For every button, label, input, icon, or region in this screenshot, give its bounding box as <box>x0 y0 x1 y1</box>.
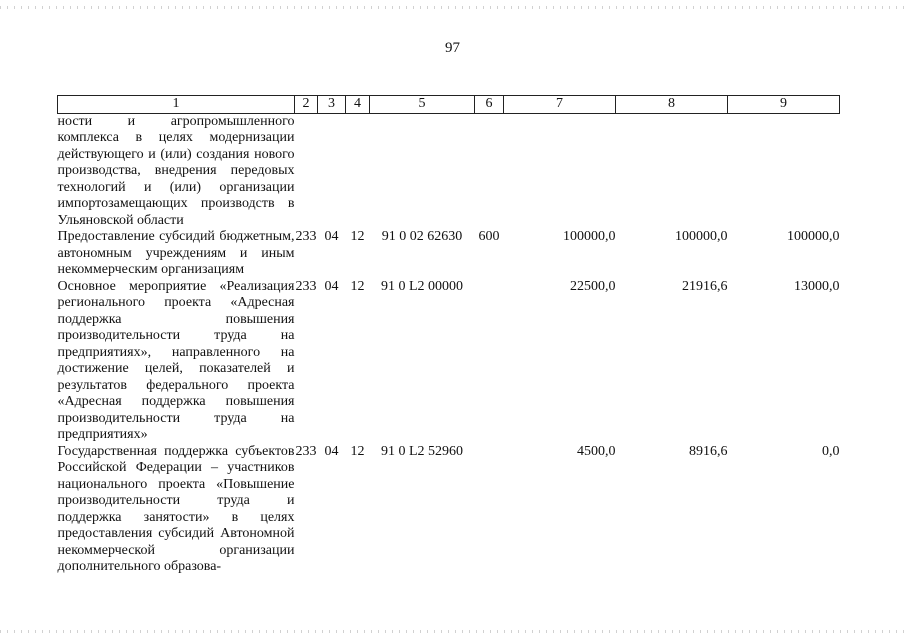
column-header: 2 <box>295 96 318 114</box>
row-name: Основное мероприятие «Реализация регионального проекта «Адресная поддержка повышения производительности труда на предприятиях», направленного на достижение целей, показателей и результатов федерального проекта «Адресная поддержка повышения производительности труда на предприятиях» <box>57 278 295 442</box>
cell-subsection: 12 <box>350 229 365 244</box>
cell-target-code: 91 0 L2 52960 <box>380 443 464 459</box>
cell-amount-3 <box>728 113 840 229</box>
column-header: 1 <box>58 96 295 114</box>
cell-ministry: 233 <box>295 443 317 459</box>
row-name: Предоставление субсидий бюджетным, автономным учреждениям и иным некоммерческим организациям <box>57 229 295 277</box>
row-name: ности и агропромышленного комплекса в целях модернизации действующего и (или) создания нового производства, внедрения передовых технологий и (или) организации импортозамещающих производств в Ульяновской области <box>57 113 295 228</box>
cell-ministry <box>295 113 318 229</box>
cell-section <box>318 113 346 229</box>
scan-noise-top <box>0 6 905 9</box>
cell-subsection: 12 <box>350 443 365 459</box>
table-row <box>58 279 840 444</box>
cell-amount-3: 0,0 <box>822 443 840 459</box>
cell-expense-type <box>475 279 504 444</box>
cell-amount-2: 21916,6 <box>682 278 728 294</box>
cell-amount-1: 100000,0 <box>563 229 616 244</box>
cell-target-code <box>370 113 475 229</box>
column-header: 5 <box>370 96 475 114</box>
cell-amount-3: 13000,0 <box>794 278 840 294</box>
column-header: 9 <box>728 96 840 114</box>
cell-amount-1 <box>504 113 616 229</box>
cell-amount-2: 8916,6 <box>689 443 728 459</box>
table-row <box>58 444 840 576</box>
table-row <box>58 113 840 229</box>
cell-ministry: 233 <box>295 278 317 294</box>
cell-subsection: 12 <box>350 278 365 294</box>
row-name: Государственная поддержка субъектов Российской Федерации – участников национального проекта «Повышение производительности труда и поддержка занятости» в целях предоставления субсидий Автономной некоммерческой организации дополнительного образова- <box>57 443 295 574</box>
budget-table <box>57 95 840 576</box>
table-header-row <box>58 96 840 114</box>
cell-target-code: 91 0 02 62630 <box>381 229 463 244</box>
column-header: 7 <box>504 96 616 114</box>
cell-amount-1: 4500,0 <box>577 443 616 459</box>
cell-ministry: 233 <box>295 229 317 244</box>
cell-amount-2 <box>616 113 728 229</box>
scan-noise-bottom <box>0 630 905 633</box>
cell-expense-type: 600 <box>478 229 500 244</box>
cell-section: 04 <box>324 278 339 294</box>
column-header: 8 <box>616 96 728 114</box>
cell-amount-2: 100000,0 <box>675 229 728 244</box>
table-row <box>58 229 840 279</box>
column-header: 4 <box>346 96 370 114</box>
page-number: 97 <box>445 40 460 56</box>
cell-section: 04 <box>324 229 339 244</box>
column-header: 3 <box>318 96 346 114</box>
column-header: 6 <box>475 96 504 114</box>
cell-expense-type <box>475 444 504 576</box>
cell-section: 04 <box>324 443 339 459</box>
cell-amount-3: 100000,0 <box>787 229 840 244</box>
cell-amount-1: 22500,0 <box>570 278 616 294</box>
cell-expense-type <box>475 113 504 229</box>
cell-target-code: 91 0 L2 00000 <box>380 278 464 294</box>
cell-subsection <box>346 113 370 229</box>
